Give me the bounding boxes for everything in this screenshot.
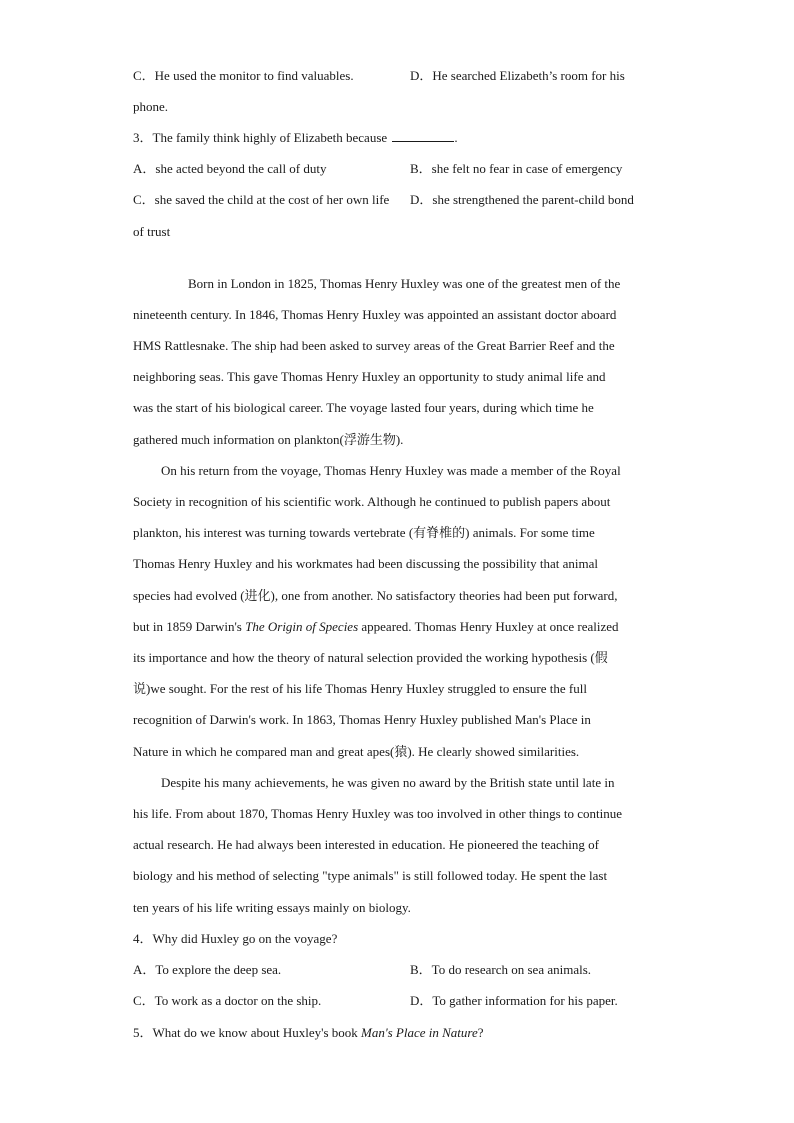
passage-line: Born in London in 1825, Thomas Henry Huxley was one of the greatest men of the [188,276,621,291]
passage-line: HMS Rattlesnake. The ship had been asked to survey areas of the Great Barrier Reef and the [133,338,615,353]
q3-option-d: D．she strengthened the parent-child bond [410,192,634,207]
book-title: The Origin of Species [245,619,359,634]
q3-option-b: B．she felt no fear in case of emergency [410,161,623,176]
passage-line: ten years of his life writing essays mainly on biology. [133,900,411,915]
q3-option-a: A．she acted beyond the call of duty [133,161,327,176]
passage-line: Thomas Henry Huxley and his workmates had been discussing the possibility that animal [133,556,599,571]
passage-line: Despite his many achievements, he was given no award by the British state until late in [161,775,615,790]
passage-line: neighboring seas. This gave Thomas Henry Huxley an opportunity to study animal life and [133,369,606,384]
q4-option-c: C．To work as a doctor on the ship. [133,993,322,1008]
passage-line: Nature in which he compared man and great apes(猿). He clearly showed similarities. [133,744,580,759]
q4-stem: 4．Why did Huxley go on the voyage? [133,931,338,946]
q2-option-d-cont: phone. [133,99,169,114]
passage-line: Society in recognition of his scientific work. Although he continued to publish papers about [133,494,611,509]
passage-line: On his return from the voyage, Thomas Henry Huxley was made a member of the Royal [161,463,621,478]
passage-line: gathered much information on plankton(浮游生物). [133,432,404,447]
passage-line: plankton, his interest was turning towards vertebrate (有脊椎的) animals. For some time [133,525,595,540]
q4-option-b: B．To do research on sea animals. [410,962,592,977]
q4-option-d: D．To gather information for his paper. [410,993,618,1008]
q5-stem: 5．What do we know about Huxley's book Man's Place in Nature? [133,1025,484,1040]
passage-line: species had evolved (进化), one from another. No satisfactory theories had been put forward, [133,588,618,603]
book-title: Man's Place in Nature [361,1025,478,1040]
q3-option-c: C．she saved the child at the cost of her own life [133,192,390,207]
passage-line: but in 1859 Darwin's The Origin of Species appeared. Thomas Henry Huxley at once realized [133,619,619,634]
q2-option-c: C．He used the monitor to find valuables. [133,68,354,83]
answer-blank [392,130,454,142]
passage-line: actual research. He had always been interested in education. He pioneered the teaching of [133,837,599,852]
passage-line: nineteenth century. In 1846, Thomas Henry Huxley was appointed an assistant doctor aboard [133,307,617,322]
passage-line: his life. From about 1870, Thomas Henry Huxley was too involved in other things to continue [133,806,623,821]
passage-line: biology and his method of selecting "type animals" is still followed today. He spent the last [133,868,608,883]
q4-option-a: A．To explore the deep sea. [133,962,282,977]
q3-option-d-cont: of trust [133,224,171,239]
passage-line: 说)we sought. For the rest of his life Thomas Henry Huxley struggled to ensure the full [133,681,587,696]
passage-line: was the start of his biological career. The voyage lasted four years, during which time he [133,400,594,415]
passage-line: its importance and how the theory of natural selection provided the working hypothesis (假 [133,650,608,665]
passage-line: recognition of Darwin's work. In 1863, Thomas Henry Huxley published Man's Place in [133,712,591,727]
q3-stem: 3．The family think highly of Elizabeth because . [133,130,458,145]
q2-option-d: D．He searched Elizabeth’s room for his [410,68,625,83]
